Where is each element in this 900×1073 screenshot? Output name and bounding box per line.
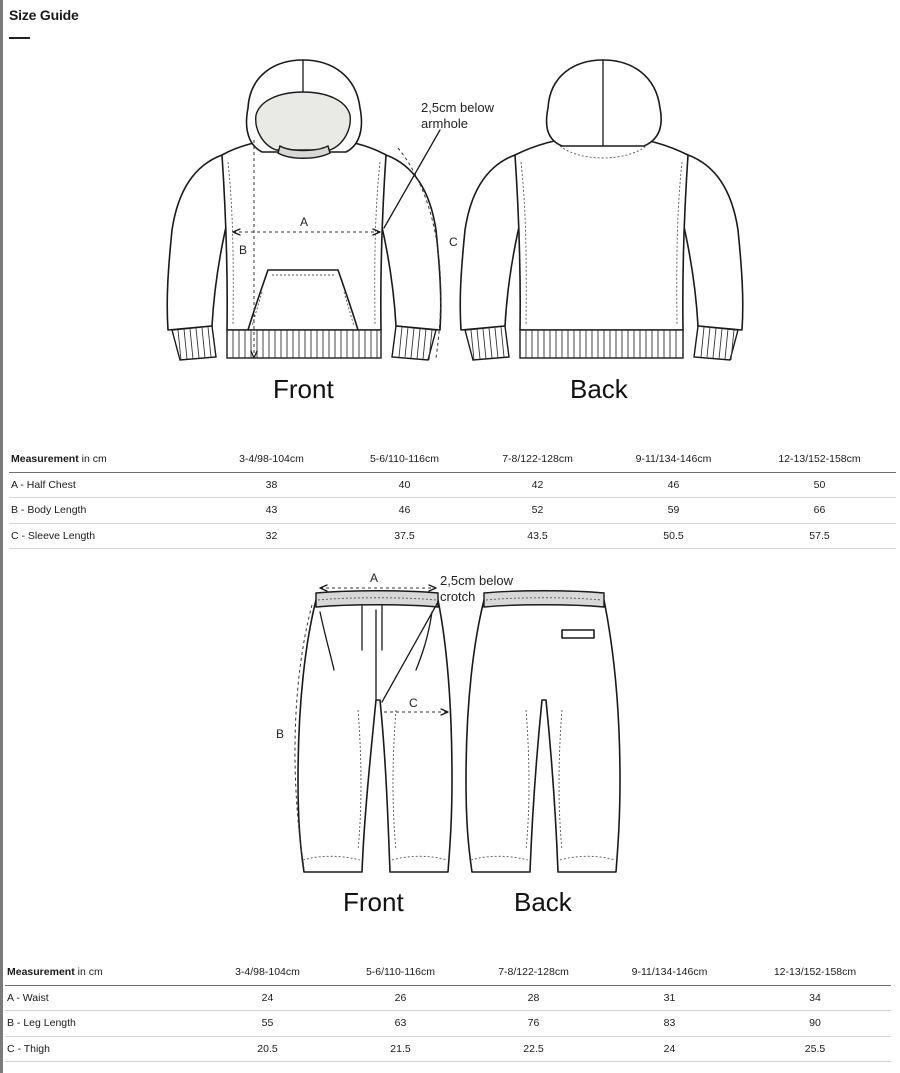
size-header: 7-8/122-128cm [471, 447, 604, 472]
row-label: C - Thigh [5, 1036, 201, 1062]
pants-front-label: Front [343, 887, 404, 917]
row-label: A - Waist [5, 985, 201, 1011]
pants-figure [0, 565, 900, 925]
pants-back-drawing [466, 591, 620, 917]
hoodie-back-label: Back [570, 374, 628, 404]
pants-marker-a: A [370, 571, 379, 585]
table-cell: 63 [334, 1011, 467, 1037]
table-cell: 43 [205, 498, 338, 524]
table-cell: 25.5 [739, 1036, 891, 1062]
table-cell: 57.5 [743, 523, 896, 549]
table-cell: 43.5 [471, 523, 604, 549]
size-header: 5-6/110-116cm [338, 447, 471, 472]
table-cell: 50.5 [604, 523, 743, 549]
pants-back-label: Back [514, 887, 572, 917]
table-header-row [9, 447, 896, 472]
page-title: Size Guide [9, 7, 79, 23]
hoodie-marker-c: C [449, 235, 458, 249]
hoodie-note-line1: 2,5cm below [421, 100, 494, 115]
row-label: A - Half Chest [9, 472, 205, 498]
table-row [5, 1036, 891, 1062]
table-row [5, 1011, 891, 1037]
hoodie-size-table [9, 447, 896, 549]
row-label: B - Body Length [9, 498, 205, 524]
measurement-header: Measurement in cm [5, 960, 201, 985]
table-cell: 32 [205, 523, 338, 549]
size-header: 3-4/98-104cm [205, 447, 338, 472]
pants-marker-b: B [276, 727, 285, 741]
pants-note-line1: 2,5cm below [440, 573, 513, 588]
table-header-row [5, 960, 891, 985]
table-cell: 22.5 [467, 1036, 600, 1062]
table-cell: 52 [471, 498, 604, 524]
hoodie-marker-a: A [300, 215, 309, 229]
table-cell: 21.5 [334, 1036, 467, 1062]
table-cell: 46 [604, 472, 743, 498]
table-cell: 83 [600, 1011, 739, 1037]
hoodie-figure [0, 50, 900, 410]
table-cell: 24 [600, 1036, 739, 1062]
size-header: 3-4/98-104cm [201, 960, 334, 985]
table-cell: 76 [467, 1011, 600, 1037]
size-header: 9-11/134-146cm [604, 447, 743, 472]
size-header: 7-8/122-128cm [467, 960, 600, 985]
table-row [9, 498, 896, 524]
size-header: 12-13/152-158cm [743, 447, 896, 472]
row-label: C - Sleeve Length [9, 523, 205, 549]
table-cell: 34 [739, 985, 891, 1011]
table-cell: 50 [743, 472, 896, 498]
table-cell: 20.5 [201, 1036, 334, 1062]
table-cell: 28 [467, 985, 600, 1011]
table-cell: 40 [338, 472, 471, 498]
table-row [9, 523, 896, 549]
title-underline [9, 37, 30, 39]
hoodie-front-drawing [167, 60, 494, 404]
table-cell: 37.5 [338, 523, 471, 549]
size-header: 12-13/152-158cm [739, 960, 891, 985]
table-cell: 38 [205, 472, 338, 498]
pants-marker-c: C [409, 696, 418, 710]
hoodie-note-line2: armhole [421, 116, 468, 131]
hoodie-back-drawing [460, 60, 743, 404]
table-row [9, 472, 896, 498]
table-cell: 66 [743, 498, 896, 524]
table-cell: 46 [338, 498, 471, 524]
row-label: B - Leg Length [5, 1011, 201, 1037]
table-cell: 90 [739, 1011, 891, 1037]
table-cell: 55 [201, 1011, 334, 1037]
size-header: 9-11/134-146cm [600, 960, 739, 985]
hoodie-front-label: Front [273, 374, 334, 404]
table-row [5, 985, 891, 1011]
measurement-header: Measurement in cm [9, 447, 205, 472]
table-cell: 59 [604, 498, 743, 524]
pants-note-line2: crotch [440, 589, 476, 604]
size-header: 5-6/110-116cm [334, 960, 467, 985]
table-cell: 42 [471, 472, 604, 498]
table-cell: 24 [201, 985, 334, 1011]
pants-size-table [5, 960, 891, 1062]
hoodie-marker-b: B [239, 243, 248, 257]
table-cell: 26 [334, 985, 467, 1011]
table-cell: 31 [600, 985, 739, 1011]
